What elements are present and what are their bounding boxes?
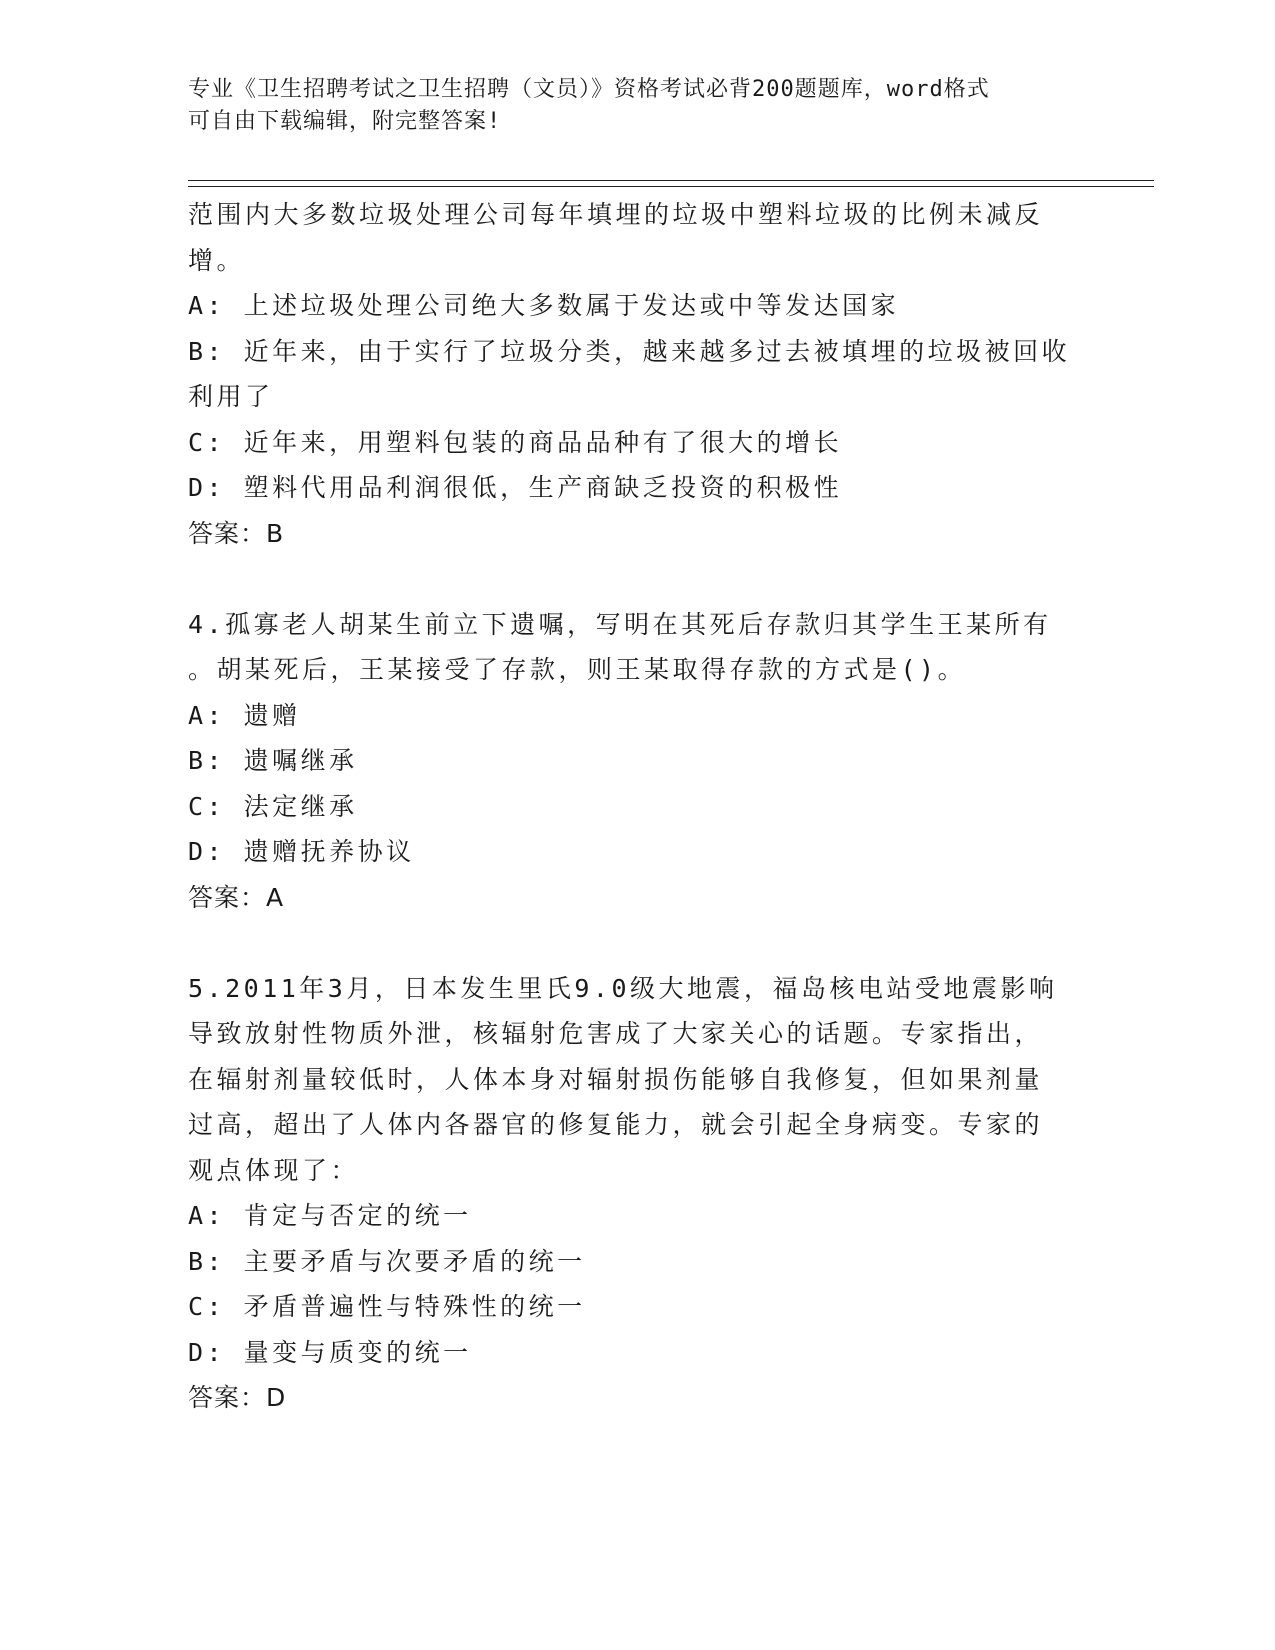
question-3-option-b-line-2: 利用了 — [188, 382, 274, 411]
question-4-option-b: B: 遗嘱继承 — [188, 746, 358, 775]
question-3-stem-line-2: 增。 — [188, 245, 246, 275]
question-4-option-c: C: 法定继承 — [188, 791, 358, 821]
question-5-stem-line-1: 5.2011年3月，日本发生里氏9.0级大地震，福岛核电站受地震影响 — [188, 973, 1058, 1003]
question-4-answer: 答案：A — [188, 882, 285, 912]
header-title-line-1: 专业《卫生招聘考试之卫生招聘（文员）》资格考试必背200题题库，word格式 — [188, 77, 990, 102]
question-spacer — [188, 920, 1088, 966]
question-4-option-d: D: 遗赠抚养协议 — [188, 837, 415, 866]
question-5-answer: 答案：D — [188, 1383, 287, 1412]
question-spacer — [188, 556, 1088, 602]
question-3-option-a: A: 上述垃圾处理公司绝大多数属于发达或中等发达国家 — [188, 291, 900, 320]
question-5-stem-line-2: 导致放射性物质外泄，核辐射危害成了大家关心的话题。专家指出， — [188, 1019, 1044, 1048]
question-4 — [188, 602, 1088, 921]
question-5-stem-line-5: 观点体现了： — [188, 1155, 360, 1185]
document-body — [188, 192, 1088, 1421]
question-4-stem-line-2: 。胡某死后，王某接受了存款，则王某取得存款的方式是()。 — [188, 655, 967, 684]
question-3-stem-line-1: 范围内大多数垃圾处理公司每年填埋的垃圾中塑料垃圾的比例未减反 — [188, 200, 1044, 229]
header-divider-bottom — [188, 186, 1154, 187]
question-3-option-d: D: 塑料代用品利润很低，生产商缺乏投资的积极性 — [188, 473, 843, 502]
question-5 — [188, 966, 1088, 1421]
question-5-stem-line-3: 在辐射剂量较低时，人体本身对辐射损伤能够自我修复，但如果剂量 — [188, 1064, 1044, 1094]
question-5-option-d: D: 量变与质变的统一 — [188, 1337, 472, 1367]
question-5-option-b: B: 主要矛盾与次要矛盾的统一 — [188, 1246, 586, 1276]
question-3-option-c: C: 近年来，用塑料包装的商品品种有了很大的增长 — [188, 427, 843, 457]
question-3-option-b-line-1: B: 近年来，由于实行了垃圾分类，越来越多过去被填埋的垃圾被回收 — [188, 336, 1071, 366]
question-3-answer: 答案：B — [188, 518, 285, 548]
document-header — [188, 74, 1068, 138]
question-4-option-a: A: 遗赠 — [188, 700, 301, 730]
question-4-stem-line-1: 4.孤寡老人胡某生前立下遗嘱，写明在其死后存款归其学生王某所有 — [188, 609, 1052, 639]
header-divider-top — [188, 180, 1154, 181]
question-5-option-a: A: 肯定与否定的统一 — [188, 1201, 472, 1230]
question-3 — [188, 192, 1088, 556]
question-5-stem-line-4: 过高，超出了人体内各器官的修复能力，就会引起全身病变。专家的 — [188, 1110, 1044, 1139]
question-5-option-c: C: 矛盾普遍性与特殊性的统一 — [188, 1292, 586, 1321]
header-title-line-2: 可自由下载编辑，附完整答案! — [188, 109, 502, 134]
